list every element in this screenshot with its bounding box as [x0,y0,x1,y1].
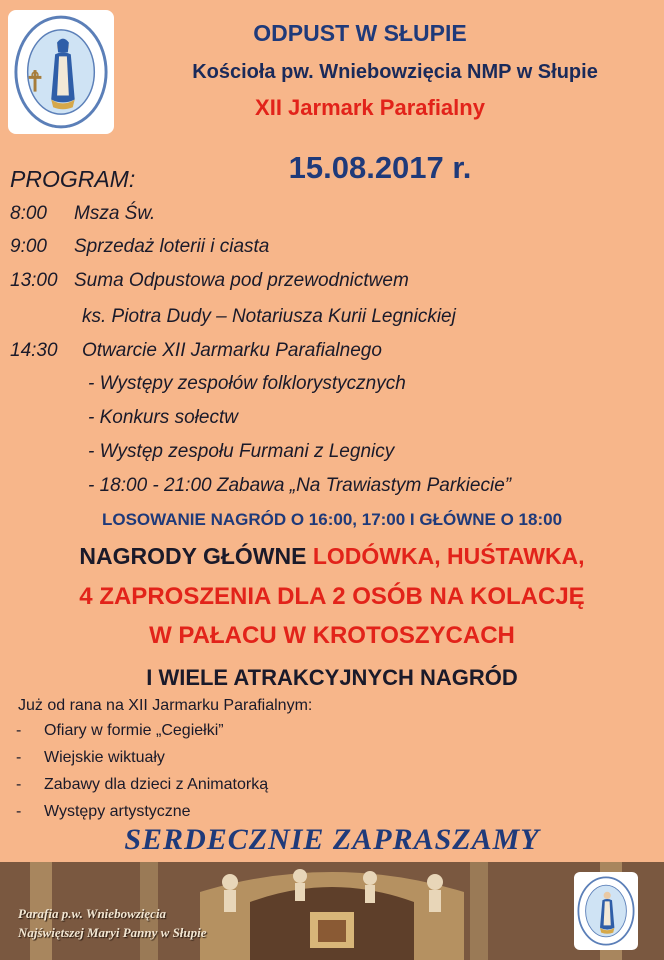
fair-title: XII Jarmark Parafialny [255,95,485,120]
program-text: - Występ zespołu Furmani z Legnicy [88,441,395,462]
program-row [82,306,456,328]
list-item-text: Zabawy dla dzieci z Animatorką [44,776,269,793]
program-row [88,441,394,463]
banner-parish-name [18,904,207,942]
program-row [88,373,406,395]
banner-parish-logo [574,872,638,950]
program-text: Sprzedaż loterii i ciasta [74,236,270,257]
main-prizes-red: LODÓWKA, HUŚTAWKA, [312,543,585,569]
program-time: 13:00 [10,270,58,291]
banner-line: Najświętszej Maryi Panny w Słupie [18,925,207,940]
banner-line: Parafia p.w. Wniebowzięcia [18,906,167,921]
program-text: - Konkurs sołectw [88,407,238,428]
list-item-text: Wiejskie wiktuały [44,749,165,766]
program-text: Otwarcie XII Jarmarku Parafialnego [82,340,382,361]
extras-intro: Już od rana na XII Jarmarku Parafialnym: [18,697,313,714]
madonna-emblem-icon [12,13,110,131]
parish-logo [8,10,114,134]
program-row [10,236,269,258]
program-text: - 18:00 - 21:00 Zabawa „Na Trawiastym Parkiecie” [88,475,512,496]
closing-invitation: SERDECZNIE ZAPRASZAMY [124,823,540,856]
program-time: 8:00 [10,203,47,224]
program-text: Msza Św. [74,203,156,224]
program-text: Suma Odpustowa pod przewodnictwem [74,270,409,291]
prize-draw-times: LOSOWANIE NAGRÓD O 16:00, 17:00 I GŁÓWNE O 18:00 [101,510,563,529]
church-interior-banner [0,862,664,960]
program-row [88,475,511,497]
program-text: ks. Piotra Dudy – Notariusza Kurii Legnickiej [82,306,456,327]
prize-invitations: 4 ZAPROSZENIA DLA 2 OSÓB NA KOLACJĘ [79,583,585,610]
program-row [88,407,238,429]
program-time: 14:30 [10,340,58,361]
list-item-text: Występy artystyczne [44,803,191,820]
program-row [10,270,409,292]
program-time: 9:00 [10,236,47,257]
list-item-text: Ofiary w formie „Cegiełki” [44,722,224,739]
main-prizes-line [0,543,664,570]
event-title: ODPUST W SŁUPIE [253,20,467,46]
main-prizes-lead: NAGRODY GŁÓWNE [79,543,313,569]
event-date: 15.08.2017 r. [288,150,472,185]
program-row [10,340,382,362]
prize-more: I WIELE ATRAKCYJNYCH NAGRÓD [146,665,518,690]
program-row [10,203,155,225]
program-text: - Występy zespołów folklorystycznych [88,373,406,394]
madonna-emblem-icon [576,874,636,948]
list-item: - Ofiary w formie „Cegiełki” [16,722,224,739]
list-item: - Występy artystyczne [16,803,191,820]
list-item: - Zabawy dla dzieci z Animatorką [16,776,269,793]
prize-venue: W PAŁACU W KROTOSZYCACH [149,622,515,649]
program-label: PROGRAM: [10,166,136,192]
church-name: Kościoła pw. Wniebowzięcia NMP w Słupie [192,61,598,83]
list-item: - Wiejskie wiktuały [16,749,165,766]
